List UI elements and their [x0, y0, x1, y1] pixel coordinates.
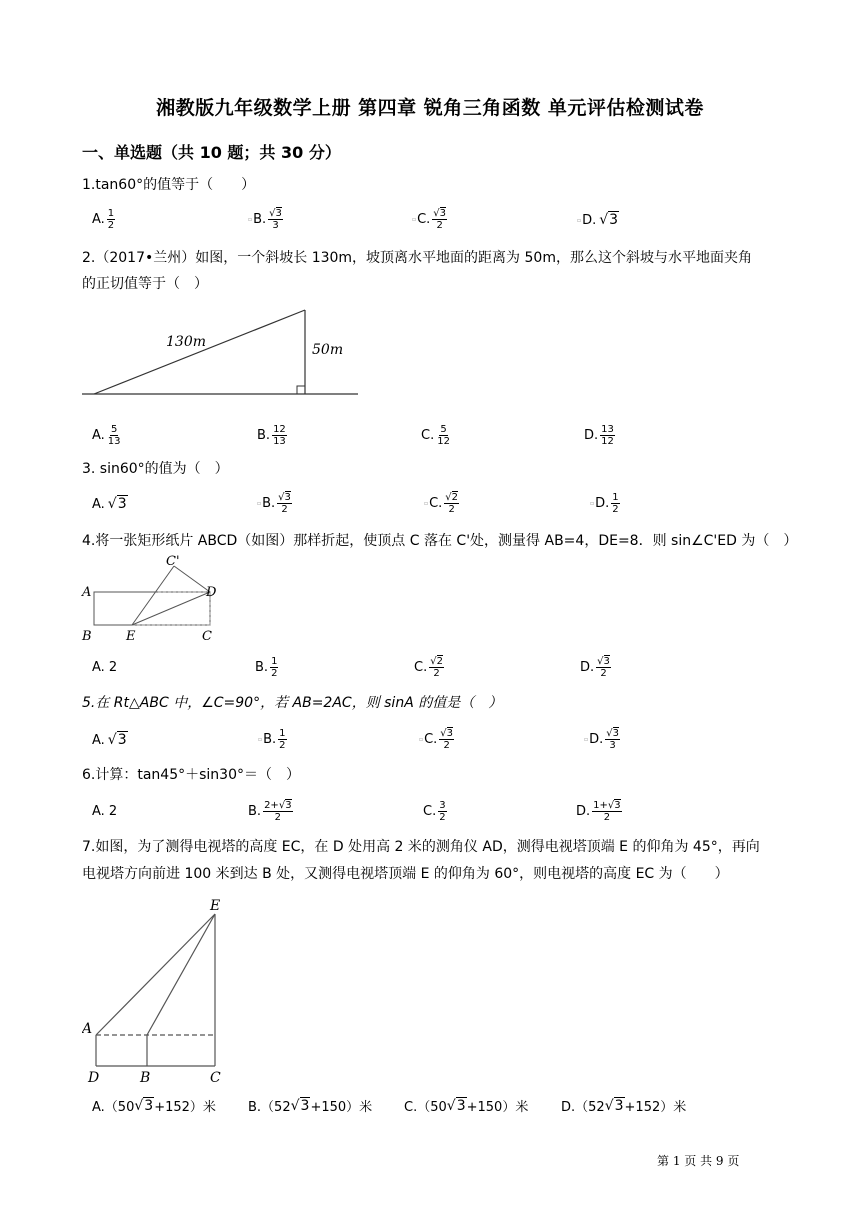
- numerator: [439, 728, 454, 740]
- sqrt-expression: [134, 1098, 154, 1114]
- fraction: [605, 728, 620, 751]
- radicand: 3: [117, 732, 127, 748]
- fraction: [596, 656, 611, 679]
- numerator: [444, 492, 459, 504]
- q3-option-d[interactable]: [590, 492, 620, 515]
- denominator: 2: [436, 220, 443, 231]
- sqrt-sign: √: [433, 208, 440, 219]
- fraction: [432, 208, 447, 231]
- sight-line-be: [147, 914, 215, 1035]
- question-1: 1.tan60°的值等于（ ）: [82, 177, 256, 193]
- sqrt-sign: √: [269, 208, 276, 219]
- radicand: 3: [446, 728, 454, 739]
- radicand: 3: [285, 800, 292, 811]
- q5-option-a[interactable]: [92, 732, 128, 748]
- q6-option-b[interactable]: [248, 800, 293, 823]
- numerator-prefix: 1+: [593, 800, 608, 811]
- label-c: C: [202, 629, 212, 644]
- option-label: D.: [580, 660, 595, 675]
- fraction: [436, 424, 451, 447]
- sqrt-sign: √: [290, 1097, 300, 1114]
- denominator: 2: [279, 740, 286, 751]
- bullet-dot: ▫: [258, 736, 263, 743]
- q3-option-a[interactable]: [92, 496, 128, 512]
- option-label: A.: [92, 212, 105, 227]
- numerator: 1: [107, 208, 115, 219]
- numerator: 5: [110, 424, 118, 435]
- sqrt-sign: √: [607, 800, 615, 811]
- label-d: D: [206, 585, 217, 600]
- sqrt-sign: √: [440, 728, 447, 739]
- numerator: 1: [271, 656, 278, 667]
- option-label: B.: [255, 660, 269, 675]
- question-7-line-1: 7.如图，为了测得电视塔的高度 EC，在 D 处用高 2 米的测角仪 AD，测得电视塔顶端 E 的仰角为 45°，再向: [82, 839, 760, 855]
- numerator: [592, 800, 622, 812]
- q2-option-b[interactable]: [257, 424, 287, 447]
- option-prefix: D.（52: [561, 1100, 605, 1115]
- numerator: [429, 656, 444, 668]
- denominator: 13: [107, 436, 121, 447]
- q5-option-b[interactable]: [258, 728, 287, 751]
- option-prefix: A.（50: [92, 1100, 135, 1115]
- option-label: A.: [92, 496, 105, 512]
- fraction: [438, 800, 446, 823]
- side-label: 50m: [312, 342, 344, 358]
- option-label: B.: [248, 804, 262, 819]
- option-label: D.: [582, 212, 597, 228]
- denominator: 2: [107, 220, 115, 231]
- fraction: [444, 492, 459, 515]
- denominator: 2: [271, 668, 278, 679]
- sqrt-sign: √: [599, 212, 609, 228]
- denominator: 3: [609, 740, 616, 751]
- option-suffix: +152）米: [624, 1100, 687, 1115]
- sqrt-expression: [599, 212, 619, 228]
- fraction: [270, 656, 278, 679]
- numerator-prefix: 2+: [264, 800, 279, 811]
- radicand: 3: [614, 1097, 624, 1114]
- q1-option-b[interactable]: [248, 208, 283, 231]
- radicand: 3: [456, 1097, 466, 1114]
- denominator: 2: [274, 812, 281, 823]
- label-d: D: [88, 1070, 100, 1086]
- bullet-dot: ▫: [412, 216, 417, 223]
- option-label: C.: [414, 660, 428, 675]
- denominator: 2: [443, 740, 450, 751]
- fraction: [278, 728, 286, 751]
- denominator: 2: [439, 812, 446, 823]
- option-label: C.: [421, 428, 435, 443]
- denominator: 2: [600, 668, 607, 679]
- question-6: 6.计算：tan45°＋sin30°＝（ ）: [82, 767, 300, 783]
- radicand: 3: [275, 208, 282, 219]
- q6-option-d[interactable]: [576, 800, 622, 823]
- option-label: D.: [589, 732, 604, 747]
- fraction: [268, 208, 283, 231]
- numerator: 13: [601, 424, 614, 435]
- sqrt-sign: √: [606, 728, 613, 739]
- numerator: 3: [439, 800, 446, 811]
- sqrt-expression: [291, 1098, 311, 1114]
- q2-option-c[interactable]: [421, 424, 451, 447]
- fraction: [272, 424, 287, 447]
- radicand: 3: [144, 1097, 154, 1114]
- denominator: 12: [601, 436, 614, 447]
- fraction: [592, 800, 622, 823]
- question-2-line-1: 2.（2017•兰州）如图，一个斜坡长 130m，坡顶离水平地面的距离为 50m，那么这个斜坡与水平地面夹角: [82, 250, 752, 266]
- numerator: 1: [612, 492, 619, 503]
- radicand: 3: [609, 212, 619, 228]
- q3-option-c[interactable]: [424, 492, 459, 515]
- tower-figure: [82, 894, 242, 1086]
- fold-figure: [80, 554, 230, 646]
- sqrt-expression: [447, 1098, 467, 1114]
- radicand: 3: [439, 208, 447, 219]
- radicand: 3: [300, 1097, 310, 1114]
- denominator: 2: [448, 504, 455, 515]
- option-prefix: C.（50: [404, 1100, 447, 1115]
- option-label: C.: [417, 212, 431, 227]
- q2-option-d[interactable]: [584, 424, 615, 447]
- numerator: [596, 656, 611, 668]
- option-suffix: +150）米: [310, 1100, 373, 1115]
- sqrt-sign: √: [604, 1097, 614, 1114]
- fraction: [263, 800, 293, 823]
- numerator: [263, 800, 293, 812]
- slope-line: [94, 310, 305, 394]
- bullet-dot: ▫: [248, 216, 253, 223]
- option-label: A.: [92, 732, 105, 748]
- q1-option-d[interactable]: [577, 212, 619, 228]
- option-label: C.: [429, 496, 443, 511]
- question-3: 3. sin60°的值为（ ）: [82, 461, 229, 477]
- numerator: 12: [273, 424, 286, 435]
- option-label: B.: [257, 428, 271, 443]
- question-2-line-2: 的正切值等于（ ）: [82, 276, 208, 292]
- label-c-prime: C': [166, 554, 180, 569]
- radicand: 3: [612, 728, 619, 739]
- numerator: 1: [279, 728, 286, 739]
- option-label: D.: [576, 804, 591, 819]
- option-prefix: B.（52: [248, 1100, 291, 1115]
- q4-option-c[interactable]: [414, 656, 444, 679]
- option-label: A. 2: [92, 660, 118, 675]
- page-title: 湘教版九年级数学上册 第四章 锐角三角函数 单元评估检测试卷: [156, 97, 704, 119]
- radicand: 3: [603, 656, 610, 667]
- fraction: [600, 424, 615, 447]
- sqrt-sign: √: [278, 492, 285, 503]
- option-label: D.: [595, 496, 610, 511]
- option-label: C.: [424, 732, 438, 747]
- fraction: [107, 424, 122, 447]
- numerator: [277, 492, 292, 504]
- section-heading: 一、单选题（共 10 题；共 30 分）: [82, 143, 341, 162]
- radicand: 3: [117, 496, 127, 512]
- edge-c-prime-d: [174, 566, 210, 592]
- sqrt-sign: √: [134, 1097, 144, 1114]
- hyp-label: 130m: [166, 334, 206, 350]
- sqrt-expression: [108, 496, 128, 512]
- bullet-dot: ▫: [424, 500, 429, 507]
- option-label: B.: [253, 212, 267, 227]
- radicand: 2: [451, 492, 459, 503]
- sqrt-sign: √: [430, 656, 437, 667]
- q5-option-c[interactable]: [419, 728, 454, 751]
- label-a: A: [82, 585, 92, 600]
- question-4: 4.将一张矩形纸片 ABCD（如图）那样折起，使顶点 C 落在 C'处，测量得 AB=4，DE=8．则 sin∠C'ED 为（ ）: [82, 533, 798, 549]
- sqrt-sign: √: [597, 656, 604, 667]
- fraction: [277, 492, 292, 515]
- option-suffix: +152）米: [154, 1100, 216, 1115]
- question-7-line-2: 电视塔方向前进 100 米到达 B 处，又测得电视塔顶端 E 的仰角为 60°，则电视塔的高度 EC 为（ ）: [82, 866, 729, 882]
- q7-option-d[interactable]: [561, 1096, 686, 1115]
- bullet-dot: ▫: [257, 500, 262, 507]
- label-e: E: [126, 629, 136, 644]
- numerator: [432, 208, 447, 220]
- page-footer: 第 1 页 共 9 页: [657, 1154, 740, 1168]
- fraction: [439, 728, 454, 751]
- label-b: B: [140, 1070, 151, 1086]
- q6-option-c[interactable]: [423, 800, 447, 823]
- fraction: [611, 492, 619, 515]
- q2-option-a[interactable]: [92, 424, 122, 447]
- bullet-dot: ▫: [590, 500, 595, 507]
- radicand: 3: [614, 800, 621, 811]
- q5-option-d[interactable]: [584, 728, 620, 751]
- numerator: [605, 728, 620, 740]
- bullet-dot: ▫: [419, 736, 424, 743]
- label-a: A: [82, 1021, 93, 1037]
- q6-option-a[interactable]: [92, 804, 117, 819]
- radicand: 2: [436, 656, 443, 667]
- sqrt-sign: √: [278, 800, 286, 811]
- bullet-dot: ▫: [584, 736, 589, 743]
- sqrt-expression: [108, 732, 128, 748]
- q7-option-c[interactable]: [404, 1096, 528, 1115]
- q4-option-d[interactable]: [580, 656, 611, 679]
- denominator: 2: [281, 504, 288, 515]
- label-b: B: [82, 629, 92, 644]
- q3-option-b[interactable]: [257, 492, 292, 515]
- question-5: 5.在 Rt△ABC 中，∠C=90°，若 AB=2AC，则 sinA 的值是（ ）: [82, 695, 503, 711]
- q7-option-b[interactable]: [248, 1096, 372, 1115]
- option-label: B.: [262, 496, 276, 511]
- label-c: C: [210, 1070, 221, 1086]
- option-label: A.: [92, 428, 105, 443]
- denominator: 2: [603, 812, 611, 823]
- numerator: [268, 208, 283, 220]
- radicand: 3: [284, 492, 291, 503]
- sqrt-sign: √: [446, 1097, 456, 1114]
- denominator: 13: [273, 436, 286, 447]
- sight-line-ae: [96, 914, 215, 1035]
- option-label: A. 2: [92, 804, 118, 819]
- q7-option-a[interactable]: [92, 1096, 216, 1115]
- option-label: D.: [584, 428, 599, 443]
- denominator: 3: [272, 220, 279, 231]
- numerator: 5: [440, 424, 447, 435]
- right-angle-mark: [297, 386, 305, 394]
- option-label: C.: [423, 804, 437, 819]
- sqrt-sign: √: [107, 496, 117, 512]
- option-suffix: +150）米: [466, 1100, 529, 1115]
- label-e: E: [210, 898, 221, 914]
- q1-option-c[interactable]: [412, 208, 447, 231]
- fraction: [429, 656, 444, 679]
- option-label: B.: [263, 732, 277, 747]
- denominator: 12: [437, 436, 450, 447]
- sqrt-expression: [605, 1098, 625, 1114]
- q4-option-b[interactable]: [255, 656, 278, 679]
- sqrt-sign: √: [107, 732, 117, 748]
- slope-figure: [82, 300, 362, 400]
- fraction: [107, 208, 115, 231]
- denominator: 2: [433, 668, 440, 679]
- q1-option-a[interactable]: [92, 208, 115, 231]
- q4-option-a[interactable]: [92, 660, 117, 675]
- denominator: 2: [612, 504, 619, 515]
- bullet-dot: ▫: [577, 216, 582, 224]
- sqrt-sign: √: [445, 492, 452, 503]
